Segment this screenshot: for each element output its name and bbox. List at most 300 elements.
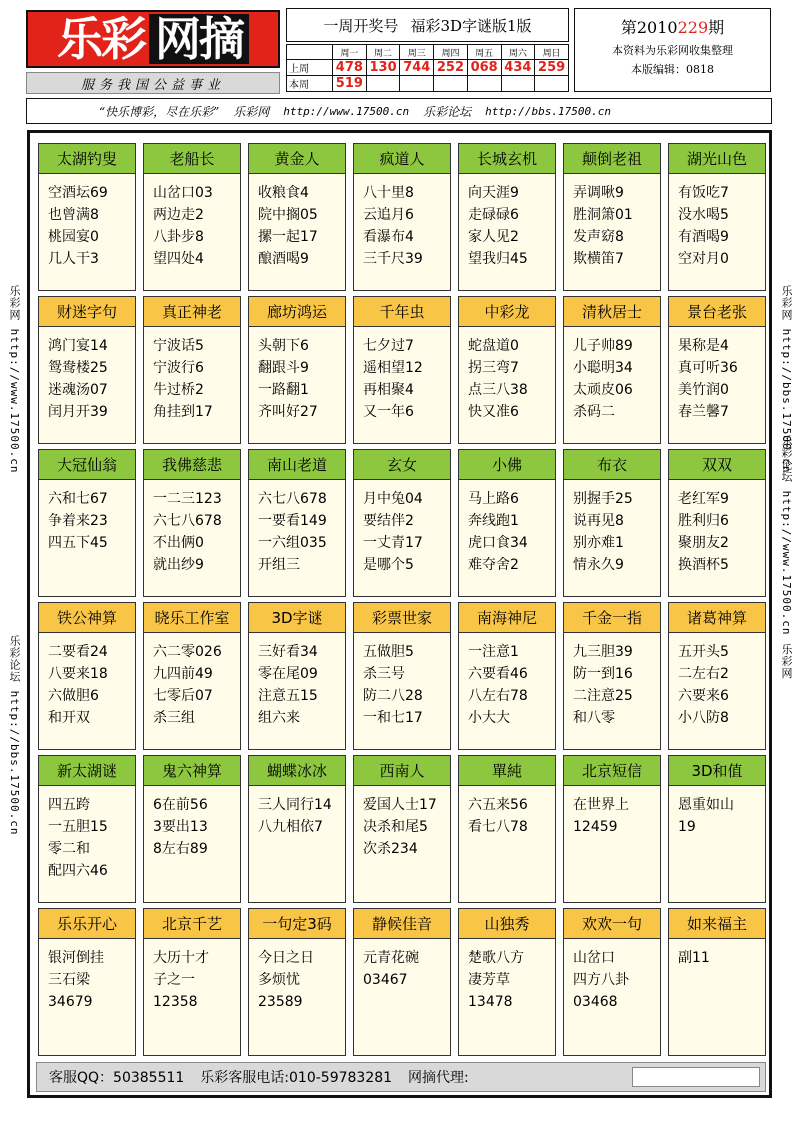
draw-number: 744: [400, 60, 434, 76]
tip-line: 防二八28: [363, 688, 423, 704]
tip-card-title: 湖光山色: [669, 144, 765, 174]
day-header: 周六: [501, 45, 535, 60]
tip-card-title: 静候佳音: [354, 909, 450, 939]
issue-note: 本资料为乐彩网收集整理: [612, 44, 733, 57]
tip-line: 六要来6: [678, 688, 729, 704]
tip-card-body: [144, 786, 240, 860]
tip-card-title: 诸葛神算: [669, 603, 765, 633]
tip-card: [143, 296, 241, 444]
day-header: 周三: [400, 45, 434, 60]
tip-line: 多烦忧: [258, 972, 300, 988]
tip-line: 配四六46: [48, 863, 108, 879]
side-label-right-bottom: 乐彩论坛 http://www.17500.cn 乐彩网: [780, 435, 793, 680]
forum-name: 乐彩论坛: [423, 104, 472, 119]
tip-line: 虎口食34: [468, 535, 528, 551]
tip-card: [143, 602, 241, 750]
day-header: 周一: [333, 45, 367, 60]
logo-text-1: 乐彩: [57, 12, 145, 66]
tip-card: [143, 908, 241, 1056]
tip-card-title: 如来福主: [669, 909, 765, 939]
tip-line: 宁波行6: [153, 360, 204, 376]
tip-card: [458, 602, 556, 750]
motto: “快乐博彩，尽在乐彩”: [99, 104, 220, 119]
card-row: [38, 449, 766, 597]
tip-line: 太顽皮06: [573, 382, 633, 398]
tip-line: 再相聚4: [363, 382, 414, 398]
tip-line: 头朝下6: [258, 338, 309, 354]
tip-card-body: [669, 939, 765, 969]
draw-results-table: [286, 44, 569, 92]
tip-line: 防一到16: [573, 666, 633, 682]
tip-card-body: [564, 786, 660, 838]
issue-number: 第2010229期: [620, 18, 725, 37]
tip-card-title: 颠倒老祖: [564, 144, 660, 174]
tip-line: 一五胆15: [48, 819, 108, 835]
tip-line: 桃园宴0: [48, 229, 99, 245]
tip-line: 看七八78: [468, 819, 528, 835]
tip-line: 零在尾09: [258, 666, 318, 682]
tip-card-title: 新太湖谜: [39, 756, 135, 786]
site-name: 乐彩网: [233, 104, 270, 119]
tip-line: 不出俩0: [153, 535, 204, 551]
tip-line: 23589: [258, 994, 303, 1010]
tip-line: 没水喝5: [678, 207, 729, 223]
tip-card-body: [564, 174, 660, 270]
tip-card: [668, 755, 766, 903]
tip-line: 争着来23: [48, 513, 108, 529]
tip-card: [143, 449, 241, 597]
tip-line: 也曾满8: [48, 207, 99, 223]
tip-line: 发声窈8: [573, 229, 624, 245]
tip-line: 八卦步8: [153, 229, 204, 245]
tip-line: 四五下45: [48, 535, 108, 551]
tip-line: 胜洞箫01: [573, 207, 633, 223]
tip-line: 六七八678: [258, 491, 327, 507]
tip-card-body: [39, 786, 135, 882]
draw-number: [434, 76, 468, 92]
tip-line: 13478: [468, 994, 513, 1010]
tip-card-body: [144, 327, 240, 423]
tip-line: 开组三: [258, 557, 300, 573]
tip-line: 四方八卦: [573, 972, 629, 988]
tip-card-title: 真正神老: [144, 297, 240, 327]
tip-card-body: [459, 786, 555, 838]
tip-line: 老红军9: [678, 491, 729, 507]
issue-editor: 本版编辑：0818: [631, 63, 714, 76]
tip-card-body: [249, 633, 345, 729]
tip-card-title: 清秋居士: [564, 297, 660, 327]
last-week-label: 上周: [287, 60, 333, 76]
tip-card-body: [459, 480, 555, 576]
tip-line: 决杀和尾5: [363, 819, 428, 835]
tip-card: [248, 296, 346, 444]
draw-number: [467, 76, 501, 92]
tip-card-body: [354, 939, 450, 991]
tip-card: [458, 449, 556, 597]
tip-line: 拐三弯7: [468, 360, 519, 376]
tip-line: 九四前49: [153, 666, 213, 682]
footer-phone: 乐彩客服电话:010-59783281: [200, 1070, 393, 1086]
tip-line: 一丈青17: [363, 535, 423, 551]
tip-card-body: [39, 327, 135, 423]
tip-line: 春兰馨7: [678, 404, 729, 420]
tip-card: [248, 908, 346, 1056]
tip-card-body: [459, 633, 555, 729]
tip-line: 马上路6: [468, 491, 519, 507]
tip-card-body: [144, 480, 240, 576]
tip-line: 云追月6: [363, 207, 414, 223]
card-row: [38, 143, 766, 291]
title-left: 一周开奖号: [323, 16, 399, 35]
day-header: 周四: [434, 45, 468, 60]
tip-card-title: 长城玄机: [459, 144, 555, 174]
slogan: 服务我国公益事业: [26, 72, 280, 94]
tip-card-body: [39, 939, 135, 1013]
tip-card: [563, 449, 661, 597]
tip-card-body: [669, 633, 765, 729]
tip-line: 注意五15: [258, 688, 318, 704]
tip-line: 六要看46: [468, 666, 528, 682]
tip-card-title: 山独秀: [459, 909, 555, 939]
tip-line: 七夕过7: [363, 338, 414, 354]
tip-line: 鸳鸯楼25: [48, 360, 108, 376]
day-header: 周五: [467, 45, 501, 60]
tip-line: 向天涯9: [468, 185, 519, 201]
tip-line: 六做胆6: [48, 688, 99, 704]
tip-card-body: [249, 174, 345, 270]
tip-line: 奔线跑1: [468, 513, 519, 529]
tip-card-body: [459, 939, 555, 1013]
tip-line: 三千尺39: [363, 251, 423, 267]
tip-line: 组六来: [258, 710, 300, 726]
tip-line: 03467: [363, 972, 408, 988]
tip-card-title: 老船长: [144, 144, 240, 174]
tip-line: 一和七17: [363, 710, 423, 726]
tip-card: [668, 296, 766, 444]
tip-line: 三人同行14: [258, 797, 332, 813]
tip-card-body: [39, 174, 135, 270]
tip-line: 别握手25: [573, 491, 633, 507]
tip-line: 有饭吃7: [678, 185, 729, 201]
day-header: 周二: [366, 45, 400, 60]
tip-card-title: 太湖钓叟: [39, 144, 135, 174]
title-right: 福彩3D字谜版1版: [410, 16, 532, 35]
draw-number: 068: [467, 60, 501, 76]
tip-card-title: 财迷字句: [39, 297, 135, 327]
tip-card-title: 廊坊鸿运: [249, 297, 345, 327]
tip-card: [353, 908, 451, 1056]
tip-card: [563, 755, 661, 903]
tip-line: 果称是4: [678, 338, 729, 354]
tip-card: [248, 755, 346, 903]
tip-card-body: [354, 174, 450, 270]
day-header: 周日: [535, 45, 569, 60]
tip-card: [563, 908, 661, 1056]
tip-line: 小八防8: [678, 710, 729, 726]
tip-line: 家人见2: [468, 229, 519, 245]
tip-card-title: 南海神尼: [459, 603, 555, 633]
tip-card-title: 南山老道: [249, 450, 345, 480]
tip-line: 今日之日: [258, 950, 314, 966]
tip-line: 一二三123: [153, 491, 222, 507]
tip-line: 空对月0: [678, 251, 729, 267]
tip-line: 迷魂汤07: [48, 382, 108, 398]
forum-link[interactable]: http://bbs.17500.cn: [485, 104, 611, 118]
tip-card: [38, 143, 136, 291]
tip-card-body: [564, 633, 660, 729]
tip-card-body: [564, 480, 660, 576]
tip-line: 四五跨: [48, 797, 90, 813]
tip-line: 五开头5: [678, 644, 729, 660]
tip-card: [353, 296, 451, 444]
tip-card-body: [669, 786, 765, 838]
tip-line: 闰月开39: [48, 404, 108, 420]
tip-line: 小大大: [468, 710, 510, 726]
tip-card: [458, 755, 556, 903]
card-row: [38, 602, 766, 750]
tip-card: [563, 296, 661, 444]
tip-line: 望四处4: [153, 251, 204, 267]
tip-line: 角挂到17: [153, 404, 213, 420]
tip-line: 走碌碌6: [468, 207, 519, 223]
this-week-label: 本周: [287, 76, 333, 92]
draw-number: [501, 76, 535, 92]
tip-card-title: 一句定3码: [249, 909, 345, 939]
tip-card-body: [669, 327, 765, 423]
tip-line: 难夺舍2: [468, 557, 519, 573]
footer-agent: 网摘代理:: [408, 1070, 469, 1086]
tip-line: 一六组035: [258, 535, 327, 551]
tip-card-body: [459, 327, 555, 423]
card-row: [38, 755, 766, 903]
draw-number: 252: [434, 60, 468, 76]
tip-line: 一注意1: [468, 644, 519, 660]
tip-line: 蛇盘道0: [468, 338, 519, 354]
tip-line: 次杀234: [363, 841, 418, 857]
tip-line: 说再见8: [573, 513, 624, 529]
tip-card-body: [249, 480, 345, 576]
tip-card-title: 布衣: [564, 450, 660, 480]
tip-card: [458, 908, 556, 1056]
draw-number: 259: [535, 60, 569, 76]
tip-line: 一要看149: [258, 513, 327, 529]
tip-card-title: 玄女: [354, 450, 450, 480]
tip-line: 美竹润0: [678, 382, 729, 398]
tip-line: 欺横笛7: [573, 251, 624, 267]
tip-line: 三好看34: [258, 644, 318, 660]
tip-line: 杀三号: [363, 666, 405, 682]
tip-card-title: 鬼六神算: [144, 756, 240, 786]
tip-card-title: 大冠仙翁: [39, 450, 135, 480]
tip-line: 宁波话5: [153, 338, 204, 354]
tip-card-body: [354, 327, 450, 423]
tip-card: [353, 143, 451, 291]
tip-card-body: [669, 174, 765, 270]
draw-number: 478: [333, 60, 367, 76]
tip-line: 小聪明34: [573, 360, 633, 376]
tip-line: 情永久9: [573, 557, 624, 573]
tip-card: [353, 755, 451, 903]
tip-card: [248, 143, 346, 291]
tip-line: 恩重如山: [678, 797, 734, 813]
tip-line: 杀三组: [153, 710, 195, 726]
tip-line: 九三胆39: [573, 644, 633, 660]
card-row: [38, 296, 766, 444]
tip-line: 弄调啾9: [573, 185, 624, 201]
tip-card-body: [249, 939, 345, 1013]
tip-card-title: 晓乐工作室: [144, 603, 240, 633]
tip-line: 二要看24: [48, 644, 108, 660]
tip-line: 爱国人士17: [363, 797, 437, 813]
draw-number: 130: [366, 60, 400, 76]
tip-line: 三石梁: [48, 972, 90, 988]
tip-line: 真可听36: [678, 360, 738, 376]
tip-card: [668, 143, 766, 291]
tip-line: 大历十才: [153, 950, 209, 966]
draw-number: [400, 76, 434, 92]
tip-line: 看瀑布4: [363, 229, 414, 245]
tip-card: [248, 602, 346, 750]
tip-card-title: 3D字谜: [249, 603, 345, 633]
tip-card: [458, 143, 556, 291]
tip-card-title: 乐乐开心: [39, 909, 135, 939]
tip-line: 几人干3: [48, 251, 99, 267]
tip-line: 点三八38: [468, 382, 528, 398]
side-label-left-bottom: 乐彩论坛 http://bbs.17500.cn: [8, 635, 21, 836]
tip-line: 收粮食4: [258, 185, 309, 201]
tip-line: 牛过桥2: [153, 382, 204, 398]
tip-card: [248, 449, 346, 597]
tip-card-body: [249, 327, 345, 423]
tip-card: [38, 602, 136, 750]
tip-line: 六七八678: [153, 513, 222, 529]
tip-line: 八要来18: [48, 666, 108, 682]
tip-line: 8左右89: [153, 841, 208, 857]
agent-box: [632, 1067, 760, 1087]
tip-card-title: 北京短信: [564, 756, 660, 786]
tip-card-title: 欢欢一句: [564, 909, 660, 939]
tip-card-body: [39, 633, 135, 729]
tip-line: 杀码二: [573, 404, 615, 420]
draw-number: [366, 76, 400, 92]
tip-card-title: 中彩龙: [459, 297, 555, 327]
tip-line: 院中搁05: [258, 207, 318, 223]
side-label-right-top: 乐彩网 http://bbs.17500.cn: [780, 285, 793, 474]
tip-line: 八十里8: [363, 185, 414, 201]
tips-grid: [27, 130, 772, 1098]
tip-card-title: 3D和值: [669, 756, 765, 786]
tip-line: 六和七67: [48, 491, 108, 507]
tip-card-title: 彩票世家: [354, 603, 450, 633]
tip-card-body: [144, 174, 240, 270]
tip-card: [563, 602, 661, 750]
tip-card: [38, 755, 136, 903]
tip-line: 望我归45: [468, 251, 528, 267]
tip-card-title: 小佛: [459, 450, 555, 480]
tip-line: 换酒杯5: [678, 557, 729, 573]
tip-line: 儿子帅89: [573, 338, 633, 354]
tip-line: 八九相依7: [258, 819, 323, 835]
tip-line: 副11: [678, 950, 710, 966]
tip-line: 翻跟斗9: [258, 360, 309, 376]
tip-card-body: [354, 633, 450, 729]
tip-line: 胜利归6: [678, 513, 729, 529]
tip-card-title: 铁公神算: [39, 603, 135, 633]
issue-box: [574, 8, 771, 92]
tip-line: 摞一起17: [258, 229, 318, 245]
tip-card: [143, 143, 241, 291]
tip-line: 二注意25: [573, 688, 633, 704]
tip-line: 聚朋友2: [678, 535, 729, 551]
tip-line: 齐叫好27: [258, 404, 318, 420]
tip-line: 零二和: [48, 841, 90, 857]
draw-number: 434: [501, 60, 535, 76]
tip-line: 两边走2: [153, 207, 204, 223]
tip-card-body: [564, 939, 660, 1013]
url-bar: [26, 98, 772, 124]
tip-line: 楚歌八方: [468, 950, 524, 966]
tip-line: 凄芳草: [468, 972, 510, 988]
logo-text-2: 网摘: [149, 14, 249, 64]
tip-card-body: [144, 633, 240, 729]
tip-line: 山岔口03: [153, 185, 213, 201]
tip-line: 03468: [573, 994, 618, 1010]
tip-line: 六二零026: [153, 644, 222, 660]
tip-line: 子之一: [153, 972, 195, 988]
tip-card-title: 蝴蝶冰冰: [249, 756, 345, 786]
footer-qq: 客服QQ：50385511: [49, 1070, 185, 1086]
tip-line: 一路翻1: [258, 382, 309, 398]
tip-card: [458, 296, 556, 444]
tip-card-title: 双双: [669, 450, 765, 480]
tip-line: 6在前56: [153, 797, 208, 813]
tip-card-title: 千金一指: [564, 603, 660, 633]
draw-number: 519: [333, 76, 367, 92]
draw-number: [535, 76, 569, 92]
tip-line: 12358: [153, 994, 198, 1010]
tip-line: 酿酒喝9: [258, 251, 309, 267]
tip-card: [143, 755, 241, 903]
tip-card-body: [669, 480, 765, 576]
tip-line: 二左右2: [678, 666, 729, 682]
tip-card-body: [564, 327, 660, 423]
card-row: [38, 908, 766, 1056]
tip-card: [353, 602, 451, 750]
tip-card: [353, 449, 451, 597]
tip-line: 银河倒挂: [48, 950, 104, 966]
tip-card-body: [354, 480, 450, 576]
page-title: [286, 8, 569, 42]
tip-line: 34679: [48, 994, 93, 1010]
tip-card-title: 景台老张: [669, 297, 765, 327]
tip-card: [563, 143, 661, 291]
site-link[interactable]: http://www.17500.cn: [283, 104, 410, 118]
tip-line: 别亦难1: [573, 535, 624, 551]
tip-line: 又一年6: [363, 404, 414, 420]
tip-card-body: [39, 480, 135, 554]
tip-line: 19: [678, 819, 696, 835]
tip-line: 12459: [573, 819, 618, 835]
logo: [26, 10, 280, 68]
tip-card-body: [459, 174, 555, 270]
tip-card-title: 黄金人: [249, 144, 345, 174]
side-label-left-top: 乐彩网 http://www.17500.cn: [8, 285, 21, 474]
tip-line: 鸿门宴14: [48, 338, 108, 354]
tip-card: [668, 602, 766, 750]
tip-line: 五做胆5: [363, 644, 414, 660]
tip-card: [38, 908, 136, 1056]
tip-card-body: [249, 786, 345, 838]
